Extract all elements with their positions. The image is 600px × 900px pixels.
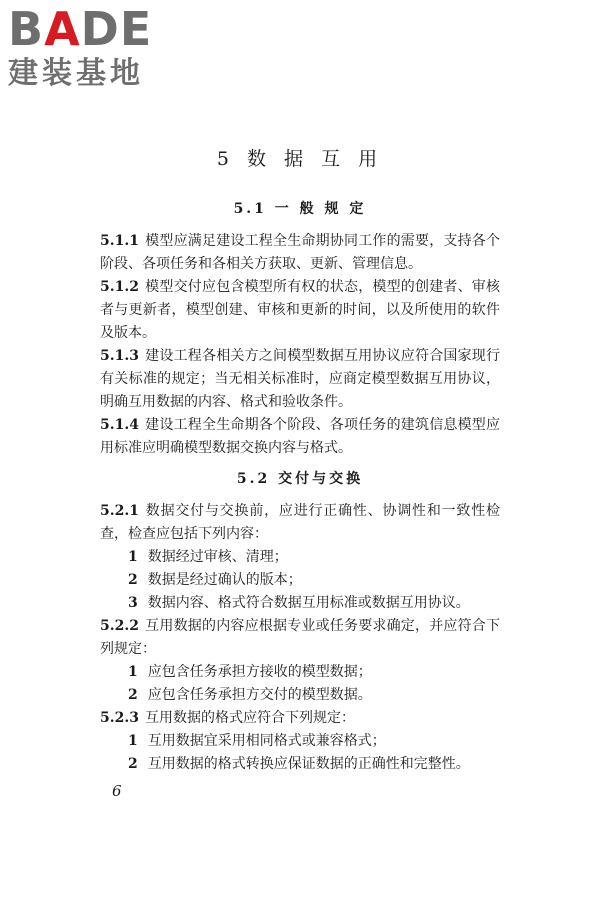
clause — [100, 615, 500, 661]
item-number: 2 — [128, 756, 138, 772]
item-text: 互用数据的格式转换应保证数据的正确性和完整性。 — [147, 756, 470, 772]
item-text: 数据经过审核、清理； — [147, 549, 288, 565]
clause — [100, 707, 500, 730]
section-5-1-body — [100, 230, 500, 460]
list-item — [100, 661, 500, 684]
clause-number: 5.1.1 — [100, 233, 139, 249]
section-5-2-body — [100, 500, 500, 776]
logo — [8, 4, 178, 92]
list-item — [100, 592, 500, 615]
clause-text: 互用数据的内容应根据专业或任务要求确定，并应符合下列规定： — [100, 618, 500, 657]
clause-number: 5.2.2 — [100, 618, 139, 634]
list-item — [100, 684, 500, 707]
logo-subtitle: 建装基地 — [8, 56, 144, 91]
item-number: 1 — [128, 733, 138, 749]
clause-number: 5.2.1 — [100, 503, 139, 519]
item-text: 数据是经过确认的版本； — [147, 572, 302, 588]
clause-number: 5.2.3 — [100, 710, 139, 726]
clause — [100, 276, 500, 345]
item-number: 1 — [128, 549, 138, 565]
chapter-title: 5 数 据 互 用 — [216, 148, 384, 170]
clause — [100, 345, 500, 414]
logo-wordmark: BADE — [8, 2, 153, 56]
clause-text: 模型交付应包含模型所有权的状态，模型的创建者、审核者与更新者，模型创建、审核和更新的时间，以及所使用的软件及版本。 — [100, 279, 500, 341]
item-number: 3 — [128, 595, 138, 611]
item-text: 互用数据宜采用相同格式或兼容格式； — [147, 733, 386, 749]
page-number: 6 — [112, 782, 122, 800]
clause-text: 建设工程全生命期各个阶段、各项任务的建筑信息模型应用标准应明确模型数据交换内容与格式。 — [100, 417, 500, 456]
clause — [100, 500, 500, 546]
item-number: 1 — [128, 664, 138, 680]
clause-text: 模型应满足建设工程全生命期协同工作的需要，支持各个阶段、各项任务和各相关方获取、更新、管理信息。 — [100, 233, 500, 272]
list-item — [100, 753, 500, 776]
clause-text: 互用数据的格式应符合下列规定： — [144, 710, 355, 726]
item-text: 数据内容、格式符合数据互用标准或数据互用协议。 — [147, 595, 470, 611]
section-title-5-2: 5.2 交付与交换 — [236, 471, 364, 487]
clause-text: 建设工程各相关方之间模型数据互用协议应符合国家现行有关标准的规定；当无相关标准时，应商定模型数据互用协议，明确互用数据的内容、格式和验收条件。 — [100, 348, 500, 410]
clause-number: 5.1.3 — [100, 348, 139, 364]
list-item — [100, 730, 500, 753]
item-text: 应包含任务承担方接收的模型数据； — [147, 664, 372, 680]
clause — [100, 230, 500, 276]
list-item — [100, 546, 500, 569]
clause-number: 5.1.2 — [100, 279, 139, 295]
clause-number: 5.1.4 — [100, 417, 139, 433]
clause — [100, 414, 500, 460]
section-title-5-1: 5.1 一 般 规 定 — [233, 201, 367, 217]
item-number: 2 — [128, 572, 138, 588]
item-number: 2 — [128, 687, 138, 703]
item-text: 应包含任务承担方交付的模型数据。 — [147, 687, 372, 703]
list-item — [100, 569, 500, 592]
clause-text: 数据交付与交换前，应进行正确性、协调性和一致性检查，检查应包括下列内容： — [100, 503, 500, 542]
